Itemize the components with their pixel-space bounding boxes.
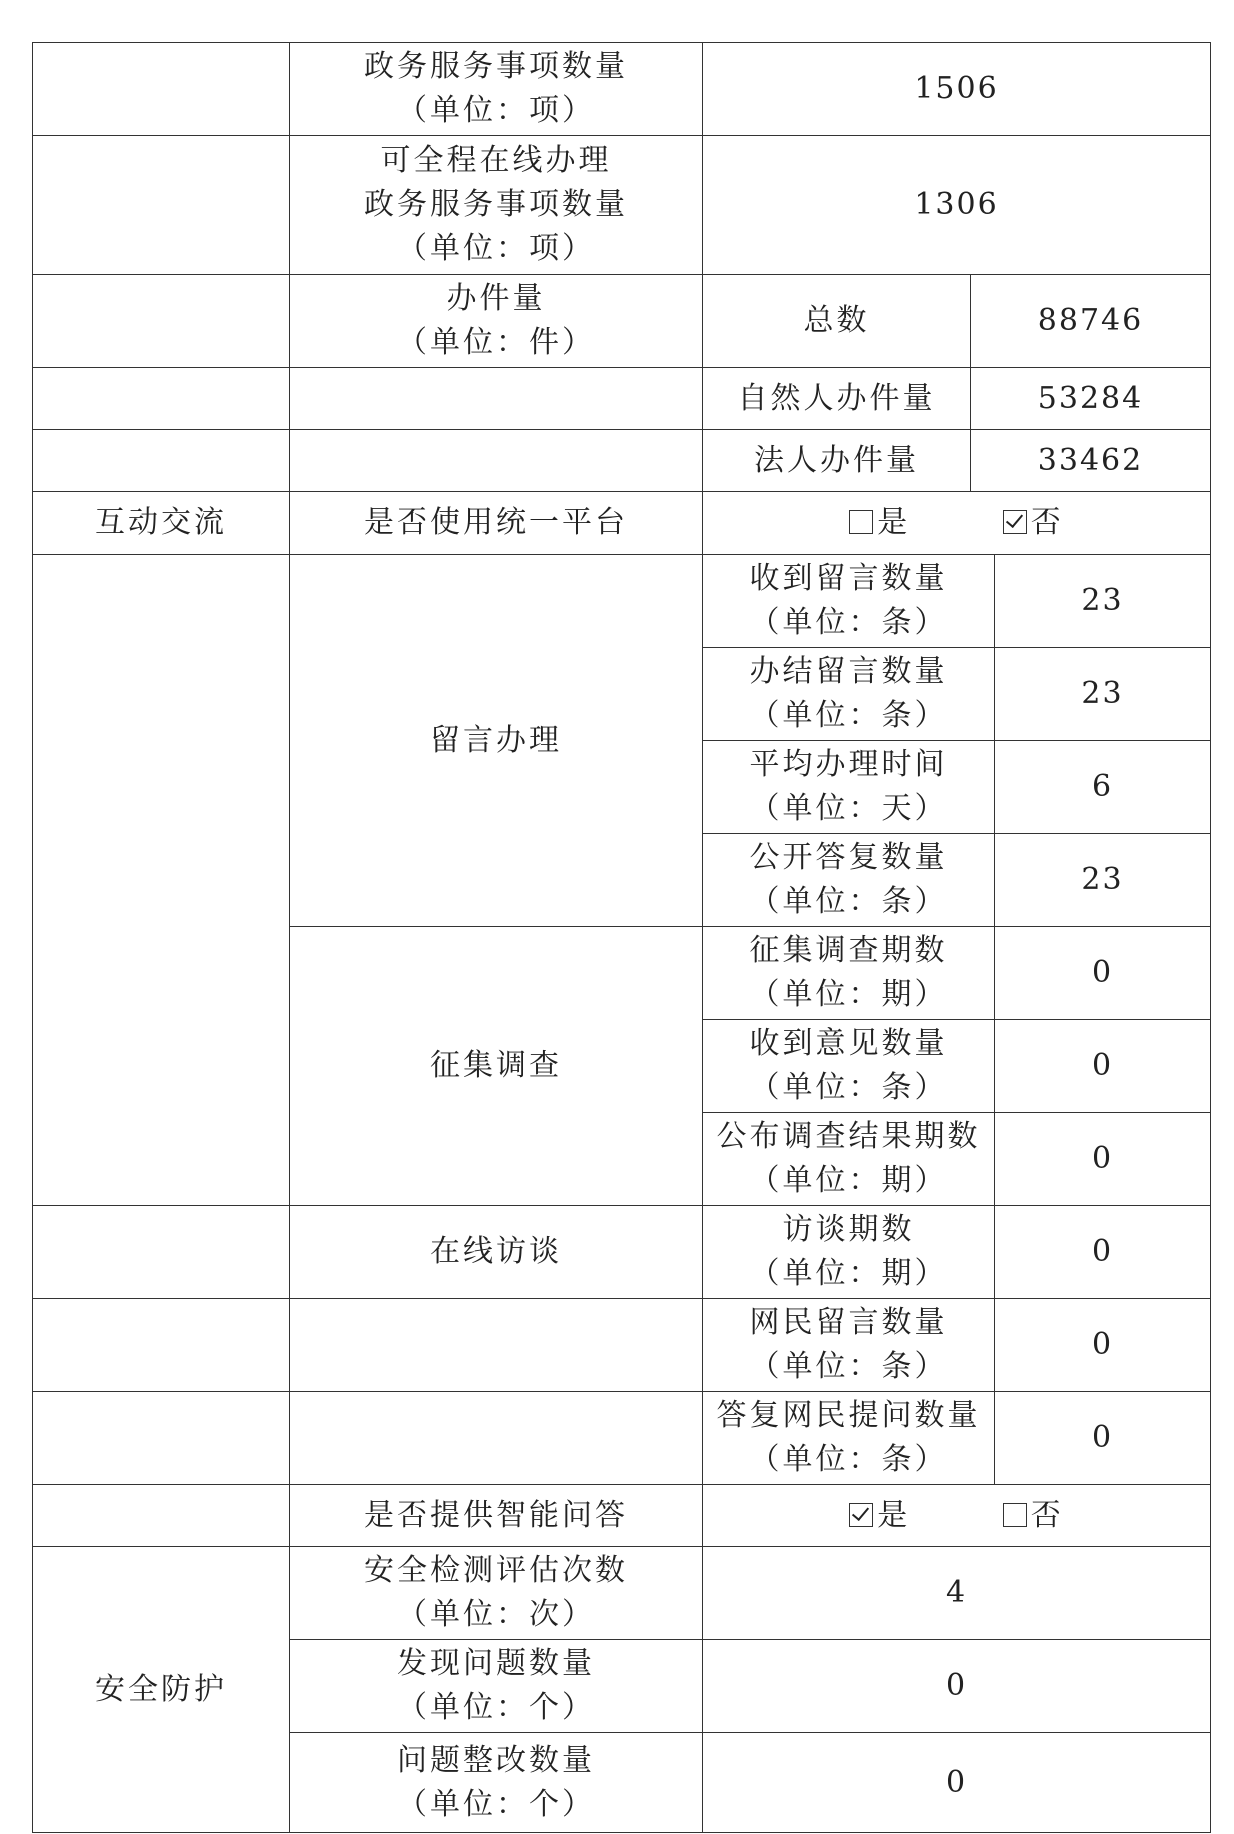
- item-label: 平均办理时间: [749, 747, 948, 782]
- group-label: 在线访谈: [290, 1206, 703, 1299]
- row-unit: （单位：件）: [397, 325, 595, 360]
- sub-label-cell: [703, 648, 995, 741]
- checkbox-empty-icon: [1003, 1503, 1027, 1527]
- table-row: [33, 136, 1211, 275]
- item-label: 公布调查结果期数: [716, 1119, 981, 1154]
- checkbox-yes[interactable]: [849, 501, 910, 545]
- row-label: 办件量: [446, 281, 546, 316]
- item-unit: （单位：条）: [749, 698, 948, 733]
- item-unit: （单位：条）: [749, 1442, 948, 1477]
- label-cell: [290, 275, 703, 368]
- table-row: [33, 1547, 1211, 1640]
- value-cell: 4: [703, 1547, 1211, 1640]
- item-unit: （单位：条）: [749, 1349, 948, 1384]
- label-cell: [290, 1733, 703, 1833]
- value-cell: 0: [995, 1392, 1211, 1485]
- row-label: 政务服务事项数量: [364, 187, 628, 222]
- table-row: [33, 1485, 1211, 1547]
- checkbox-label: 是: [877, 505, 911, 540]
- item-unit: （单位：期）: [749, 1163, 948, 1198]
- item-label: 问题整改数量: [397, 1742, 595, 1778]
- sub-label-cell: 法人办件量: [703, 430, 971, 492]
- item-unit: （单位：条）: [749, 884, 948, 919]
- item-unit: （单位：期）: [749, 977, 948, 1012]
- row-unit: （单位：项）: [397, 231, 595, 266]
- empty-cell: [33, 1206, 290, 1299]
- value-cell: 23: [995, 648, 1211, 741]
- value-cell: 0: [703, 1733, 1211, 1833]
- sub-label-cell: [703, 834, 995, 927]
- table-row: [33, 1299, 1211, 1392]
- table-row: [33, 275, 1211, 368]
- checkbox-yes[interactable]: [849, 1494, 910, 1538]
- item-unit: （单位：次）: [397, 1597, 595, 1632]
- row-label: 可全程在线办理: [380, 143, 612, 178]
- row-unit: （单位：项）: [397, 93, 595, 128]
- value-cell: 23: [995, 834, 1211, 927]
- table-row: [33, 1392, 1211, 1485]
- table-row: [33, 555, 1211, 648]
- sub-label-cell: 自然人办件量: [703, 368, 971, 430]
- sub-label-cell: [703, 1206, 995, 1299]
- item-label: 办结留言数量: [749, 654, 948, 689]
- value-cell: 0: [995, 1206, 1211, 1299]
- item-unit: （单位：个）: [397, 1690, 595, 1725]
- item-unit: （单位：期）: [749, 1256, 948, 1291]
- empty-cell: [33, 1299, 290, 1392]
- label-cell: 是否提供智能问答: [290, 1485, 703, 1547]
- item-label: 收到意见数量: [749, 1026, 948, 1061]
- section-label: 互动交流: [33, 492, 290, 555]
- value-cell: 0: [995, 1299, 1211, 1392]
- table-row: [33, 368, 1211, 430]
- empty-cell: [33, 555, 290, 1206]
- sub-label-cell: [703, 555, 995, 648]
- label-cell: [290, 43, 703, 136]
- label-cell: [290, 1640, 703, 1733]
- checkbox-label: 否: [1030, 505, 1064, 540]
- empty-cell: [33, 275, 290, 368]
- item-label: 公开答复数量: [749, 840, 948, 875]
- empty-cell: [290, 1299, 703, 1392]
- value-cell: 23: [995, 555, 1211, 648]
- value-cell: 88746: [971, 275, 1211, 368]
- sub-label-cell: [703, 1113, 995, 1206]
- item-label: 安全检测评估次数: [364, 1553, 628, 1588]
- item-label: 答复网民提问数量: [716, 1398, 981, 1433]
- table-row: [33, 1206, 1211, 1299]
- sub-label-cell: 总数: [703, 275, 971, 368]
- empty-cell: [290, 1392, 703, 1485]
- item-unit: （单位：个）: [397, 1786, 595, 1822]
- label-cell: [290, 1547, 703, 1640]
- checkbox-checked-icon: [1003, 510, 1027, 534]
- checkbox-no[interactable]: [1003, 501, 1064, 545]
- item-unit: （单位：条）: [749, 1070, 948, 1105]
- value-cell: 0: [703, 1640, 1211, 1733]
- label-cell: 是否使用统一平台: [290, 492, 703, 555]
- item-label: 网民留言数量: [749, 1305, 948, 1340]
- checkbox-cell: [703, 1485, 1211, 1547]
- value-cell: 0: [995, 1113, 1211, 1206]
- checkbox-label: 是: [877, 1497, 911, 1533]
- checkbox-empty-icon: [849, 510, 873, 534]
- item-label: 征集调查期数: [749, 933, 948, 968]
- label-cell: [290, 136, 703, 275]
- table-row: [33, 43, 1211, 136]
- item-unit: （单位：天）: [749, 791, 948, 826]
- item-label: 收到留言数量: [749, 561, 948, 596]
- empty-cell: [33, 43, 290, 136]
- checkbox-checked-icon: [849, 1503, 873, 1527]
- row-label: 政务服务事项数量: [364, 49, 628, 84]
- section-label: 安全防护: [33, 1547, 290, 1833]
- empty-cell: [290, 430, 703, 492]
- group-label: 征集调查: [290, 927, 703, 1206]
- sub-label-cell: [703, 1299, 995, 1392]
- item-label: 发现问题数量: [397, 1646, 595, 1681]
- empty-cell: [33, 1392, 290, 1485]
- value-cell: 1306: [703, 136, 1211, 275]
- value-cell: 0: [995, 1020, 1211, 1113]
- table-row: [33, 492, 1211, 555]
- group-label: 留言办理: [290, 555, 703, 927]
- sub-label-cell: [703, 741, 995, 834]
- value-cell: 1506: [703, 43, 1211, 136]
- empty-cell: [33, 368, 290, 430]
- statistics-table: [32, 42, 1211, 1833]
- checkbox-label: 否: [1030, 1497, 1064, 1533]
- sub-label-cell: [703, 1392, 995, 1485]
- item-label: 访谈期数: [782, 1212, 915, 1247]
- empty-cell: [33, 430, 290, 492]
- value-cell: 6: [995, 741, 1211, 834]
- empty-cell: [33, 136, 290, 275]
- sub-label-cell: [703, 927, 995, 1020]
- checkbox-no[interactable]: [1003, 1494, 1064, 1538]
- checkbox-cell: [703, 492, 1211, 555]
- empty-cell: [290, 368, 703, 430]
- empty-cell: [33, 1485, 290, 1547]
- value-cell: 33462: [971, 430, 1211, 492]
- table-row: [33, 430, 1211, 492]
- value-cell: 0: [995, 927, 1211, 1020]
- value-cell: 53284: [971, 368, 1211, 430]
- item-unit: （单位：条）: [749, 605, 948, 640]
- sub-label-cell: [703, 1020, 995, 1113]
